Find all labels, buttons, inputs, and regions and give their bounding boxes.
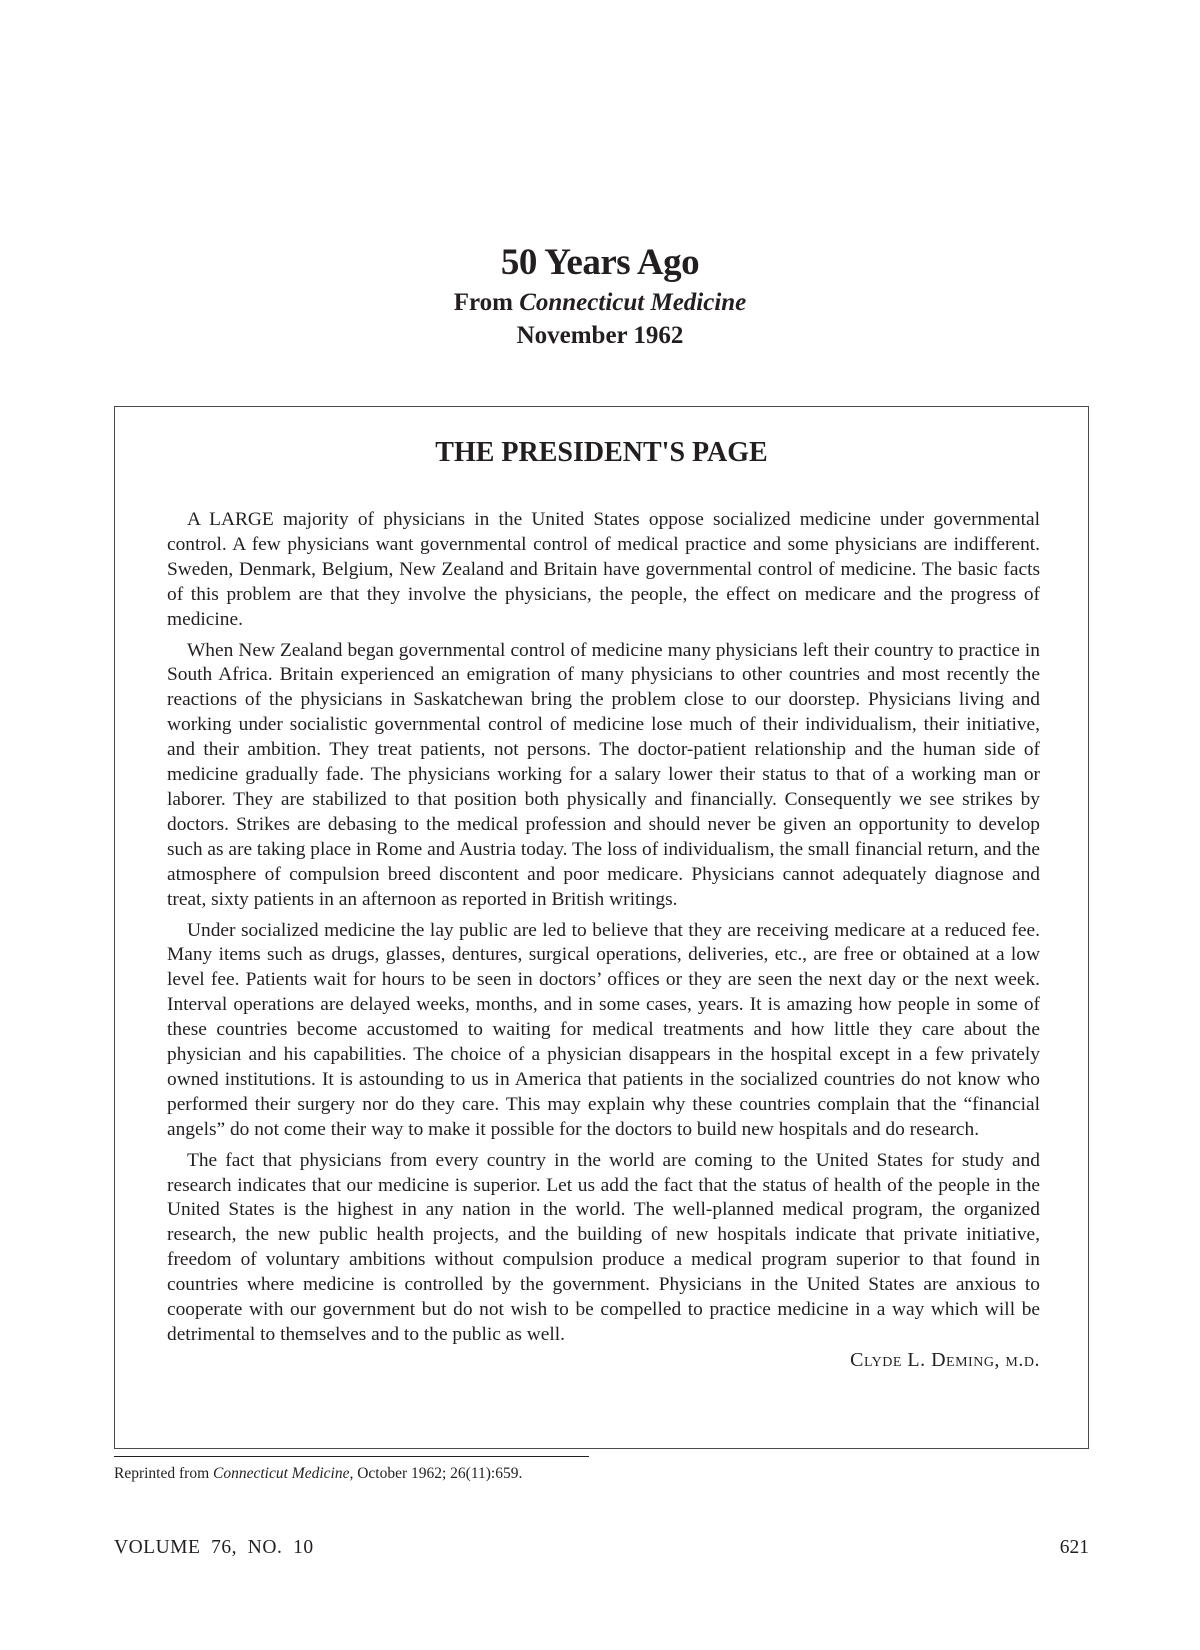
footnote-suffix: , October 1962; 26(11):659. bbox=[349, 1465, 523, 1482]
article-signature: Clyde L. Deming, m.d. bbox=[850, 1348, 1040, 1371]
article-paragraph-4: The fact that physicians from every country in the world are coming to the United States for study and research indicates that our medicine is superior. Let us add the fact that the status of health of the people in the United States is the highest in any nation in the world. The well-planned medical program, the organized research, the new public health projects, and the building of new hospitals indicate that private initiative, freedom of voluntary ambitions without compulsion produce a medical program superior to that found in countries where medicine is controlled by the government. Physicians in the United States are anxious to cooperate with our government but do not wish to be compelled to practice medicine in a way which will be detrimental to themselves and to the public as well. bbox=[167, 1149, 1040, 1345]
article-paragraph-3: Under socialized medicine the lay public are led to believe that they are receiving medicare at a reduced fee. Many items such as drugs, glasses, dentures, surgical operations, deliveries, etc., are free or obtained at a low level fee. Patients wait for hours to be seen in doctors’ offices or they are seen the next day or the next week. Interval operations are delayed weeks, months, and in some cases, years. It is amazing how people in some of these countries become accustomed to waiting for medical treatments and how little they care about the physician and his capabilities. The choice of a physician disappears in the hospital except in a few privately owned institutions. It is astounding to us in America that patients in the socialized countries do not know who performed their surgery nor do they care. This may explain why these countries complain that the “financial angels” do not come their way to make it possible for the doctors to build new hospitals and do research. bbox=[167, 919, 1040, 1140]
article-title: THE PRESIDENT'S PAGE bbox=[435, 437, 768, 468]
page-header bbox=[0, 240, 1200, 352]
volume-label: VOLUME 76, NO. 10 bbox=[114, 1537, 314, 1558]
reprint-footnote bbox=[114, 1464, 814, 1484]
subtitle-prefix: From bbox=[453, 289, 520, 316]
article-box bbox=[114, 406, 1089, 1449]
article-paragraph-1: A LARGE majority of physicians in the United States oppose socialized medicine under governmental control. A few physicians want governmental control of medical practice and some physicians are indifferent. Sweden, Denmark, Belgium, New Zealand and Britain have governmental control of medicine. The basic facts of this problem are that they involve the physicians, the people, the effect on medicare and the progress of medicine. bbox=[167, 509, 1040, 630]
page-subtitle bbox=[0, 286, 1200, 319]
page-title: 50 Years Ago bbox=[500, 242, 700, 283]
subtitle-journal: Connecticut Medicine bbox=[519, 289, 747, 316]
page-date: November 1962 bbox=[516, 322, 684, 349]
article-paragraph-2: When New Zealand began governmental control of medicine many physicians left their country to practice in South Africa. Britain experienced an emigration of many physicians to other countries and most recently the reactions of the physicians in Saskatchewan bring the problem close to our doorstep. Physicians living and working under socialistic governmental control of medicine lose much of their individualism, their initiative, and their ambition. They treat patients, not persons. The doctor-patient relationship and the human side of medicine gradually fade. The physicians working for a salary lower their status to that of a working man or laborer. They are stabilized to that position both physically and financially. Consequently we see strikes by doctors. Strikes are debasing to the medical profession and should never be given an opportunity to develop such as are taking place in Rome and Austria today. The loss of individualism, the small financial return, and the atmosphere of compulsion breed discontent and poor medicare. Physicians cannot adequately diagnose and treat, sixty patients in an afternoon as reported in British writings. bbox=[167, 639, 1040, 910]
page-number: 621 bbox=[1059, 1537, 1089, 1558]
footnote-journal: Connecticut Medicine bbox=[213, 1465, 350, 1482]
footnote-divider bbox=[114, 1456, 589, 1457]
footnote-prefix: Reprinted from bbox=[114, 1465, 214, 1482]
article-body bbox=[167, 508, 1040, 1372]
